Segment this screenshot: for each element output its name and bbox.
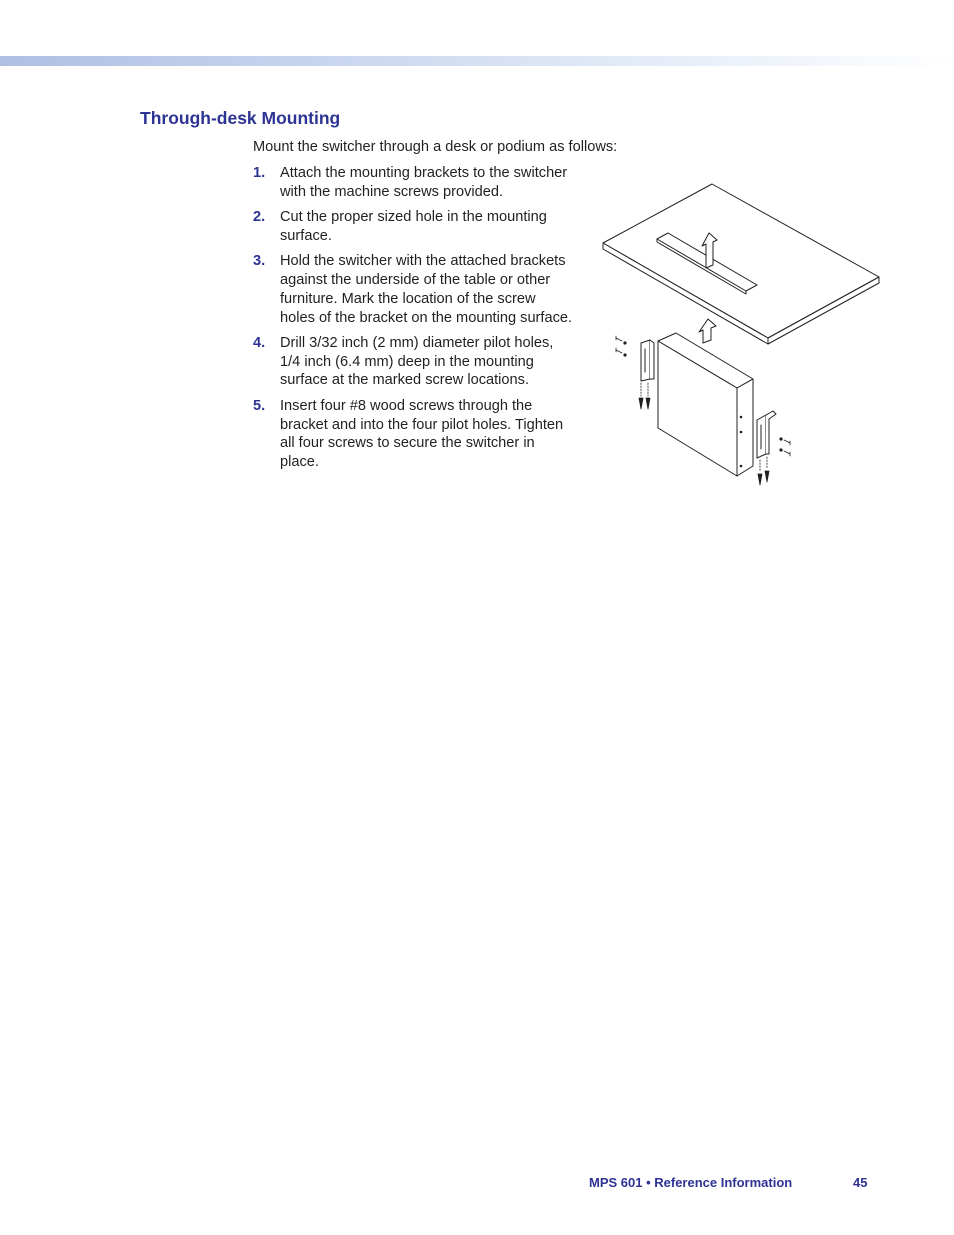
step-number: 1. <box>253 165 266 181</box>
step-list <box>253 164 593 478</box>
step-item <box>253 208 593 246</box>
step-number: 4. <box>253 334 266 351</box>
step-text: Attach the mounting brackets to the switcher with the machine screws provided. <box>280 165 568 200</box>
step-item <box>253 397 593 472</box>
header-band <box>0 56 954 66</box>
section-title: Through-desk Mounting <box>140 108 341 128</box>
machine-screw-icon <box>616 336 626 356</box>
step-item <box>253 164 593 202</box>
desk-surface <box>603 184 879 344</box>
page-number: 45 <box>853 1175 868 1190</box>
wood-screw-icon <box>639 383 650 409</box>
wood-screw-icon <box>758 457 769 485</box>
step-text: Hold the switcher with the attached brackets against the underside of the table or other furniture. Mark the location of the screw holes of the bracket on the mounting surface. <box>280 253 573 326</box>
right-bracket <box>757 411 776 458</box>
step-item <box>253 252 593 327</box>
intro-text: Mount the switcher through a desk or podium as follows: <box>253 139 618 155</box>
step-number: 3. <box>253 253 266 270</box>
step-number: 5. <box>253 397 266 414</box>
step-text: Insert four #8 wood screws through the bracket and into the four pilot holes. Tighten all four screws to secure the switcher in place. <box>280 397 564 471</box>
mounting-diagram <box>600 180 885 490</box>
arrow-up-icon <box>699 319 716 343</box>
switcher-box <box>658 333 753 476</box>
step-number: 2. <box>253 209 266 226</box>
step-text: Drill 3/32 inch (2 mm) diameter pilot holes, 1/4 inch (6.4 mm) deep in the mounting surface at the marked screw locations. <box>280 334 554 389</box>
step-item <box>253 334 593 390</box>
step-text: Cut the proper sized hole in the mounting surface. <box>280 209 547 244</box>
footer-title: MPS 601 • Reference Information <box>589 1175 793 1190</box>
machine-screw-icon <box>780 438 790 456</box>
left-bracket <box>641 340 654 381</box>
